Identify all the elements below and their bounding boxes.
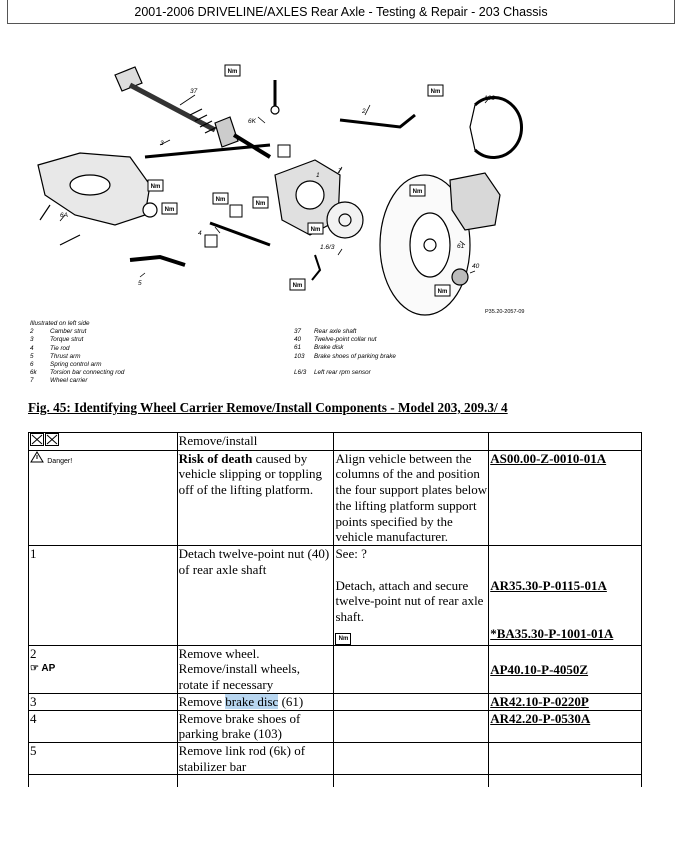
callout-label: 6K xyxy=(248,118,256,125)
legend-item: L6/3 Left rear rpm sensor xyxy=(294,369,371,377)
nm-badge: Nm xyxy=(164,207,175,213)
procedure-table xyxy=(28,432,642,787)
page-title: 2001-2006 DRIVELINE/AXLES Rear Axle - Testing & Repair - 203 Chassis xyxy=(134,5,548,19)
nm-badge: Nm xyxy=(215,197,226,203)
legend-item: 40 Twelve-point collar nut xyxy=(294,336,377,344)
reference-link[interactable]: AR35.30-P-0115-01A xyxy=(490,577,607,593)
callout-label: 61 xyxy=(457,243,465,250)
nm-badge: Nm xyxy=(255,201,266,207)
tool-icons-cell xyxy=(29,433,178,451)
ap-badge: ☞ AP xyxy=(30,663,56,675)
step-text: Remove brake disc (61) xyxy=(177,693,334,710)
callout-label: 1 xyxy=(316,172,320,179)
legend-item: 7 Wheel carrier xyxy=(30,377,88,385)
legend-item: 37 Rear axle shaft xyxy=(294,328,357,335)
table-header-cell: Remove/install xyxy=(177,433,334,451)
table-row xyxy=(29,742,642,774)
figure-caption: Fig. 45: Identifying Wheel Carrier Remove/Install Components - Model 203, 209.3/ 4 xyxy=(28,400,508,415)
rear-axle-shaft-drawing xyxy=(115,67,270,157)
reference-link[interactable]: AR42.10-P-0220P xyxy=(490,693,589,709)
table-row xyxy=(29,693,642,710)
step-text: Detach twelve-point nut (40) of rear axle shaft xyxy=(177,545,334,645)
step-text: Remove brake shoes of parking brake (103) xyxy=(177,710,334,742)
nm-badge: Nm xyxy=(437,289,448,295)
legend-item: 61 Brake disk xyxy=(294,344,344,352)
highlighted-text: brake disc xyxy=(225,693,279,709)
callout-label: 6A xyxy=(60,212,68,219)
torque-strut-drawing xyxy=(145,145,270,157)
callout-label: 7 xyxy=(338,168,342,175)
hand-pointer-icon: ☞ xyxy=(30,663,39,675)
table-row xyxy=(29,545,642,645)
nm-badge: Nm xyxy=(412,189,423,195)
nm-badge: Nm xyxy=(430,89,441,95)
step-number: 2 xyxy=(30,645,37,661)
legend-item: 6 Spring control arm xyxy=(30,361,102,369)
callout-label: 3 xyxy=(160,140,164,147)
legend-item: 103 Brake shoes of parking brake xyxy=(294,352,396,360)
legend-item: 2 Camber strut xyxy=(30,328,87,336)
special-tool-icon xyxy=(230,205,242,217)
special-tool-icon xyxy=(205,235,217,247)
callout-label: 4 xyxy=(198,230,202,237)
legend-item: 6k Torsion bar connecting rod xyxy=(30,369,125,377)
step-detail: See: ? Detach, attach and secure twelve-point nut of rear axle shaft. Nm xyxy=(334,545,489,645)
nm-badge: Nm xyxy=(292,283,303,289)
nm-badge: Nm xyxy=(150,184,161,190)
danger-text: Risk of death caused by vehicle slipping or toppling off of the lifting platform. xyxy=(177,450,334,545)
nm-badge: Nm xyxy=(310,227,321,233)
legend-item xyxy=(294,361,396,369)
callout-label: 2 xyxy=(362,108,366,115)
reference-link[interactable]: AR42.20-P-0530A xyxy=(490,710,591,726)
table-header-row xyxy=(29,433,642,451)
table-row xyxy=(29,645,642,693)
danger-action: Align vehicle between the columns of the and position the four support plates below the lifting platform support points specified by the vehicle manufacturer. xyxy=(335,450,488,545)
step-number: 5 xyxy=(29,742,178,774)
reference-link[interactable]: AS00.00-Z-0010-01A xyxy=(490,450,607,466)
callout-label: 37 xyxy=(190,88,198,95)
brake-shoes-drawing xyxy=(470,98,522,158)
tie-rod-drawing xyxy=(210,223,270,245)
legend-item: 4 Tie rod xyxy=(30,344,70,352)
step-number: 4 xyxy=(29,710,178,742)
nm-badge: Nm xyxy=(227,69,238,75)
spring-control-arm-drawing xyxy=(38,153,157,245)
grid-tools-icon xyxy=(30,433,60,446)
step-text: Remove link rod (6k) of stabilizer bar xyxy=(177,742,334,774)
table-row xyxy=(29,710,642,742)
thrust-arm-drawing xyxy=(130,257,185,265)
figure-legend-right xyxy=(294,328,396,377)
reference-link[interactable]: *BA35.30-P-1001-01A xyxy=(490,625,614,641)
callout-label: 103 xyxy=(484,95,495,102)
legend-heading: Illustrated on left side xyxy=(30,320,90,327)
special-tool-icon xyxy=(278,145,290,157)
callout-label: 40 xyxy=(472,263,480,270)
table-row xyxy=(29,775,642,788)
page-header xyxy=(7,0,675,24)
step-number: 3 xyxy=(29,693,178,710)
step-number: 1 xyxy=(29,545,178,645)
rpm-sensor-drawing xyxy=(312,255,320,280)
table-row xyxy=(29,450,642,545)
torque-nm-icon: Nm xyxy=(335,633,351,645)
camber-strut-drawing xyxy=(340,115,415,127)
step-text: Remove wheel. Remove/install wheels, rotate if necessary xyxy=(177,645,334,693)
figure-legend-left xyxy=(30,320,124,386)
legend-item: 3 Torque strut xyxy=(30,336,84,344)
callout-label: 5 xyxy=(138,280,142,287)
callout-label: 1.6/3 xyxy=(320,244,335,251)
warning-triangle-icon xyxy=(30,451,47,466)
twelve-point-nut-drawing xyxy=(452,269,468,285)
legend-item: 5 Thrust arm xyxy=(30,352,81,360)
danger-label: Danger! xyxy=(47,457,73,465)
figure-reference-code: P35.20-2057-09 xyxy=(485,309,525,315)
reference-link[interactable]: AP40.10-P-4050Z xyxy=(490,661,589,677)
